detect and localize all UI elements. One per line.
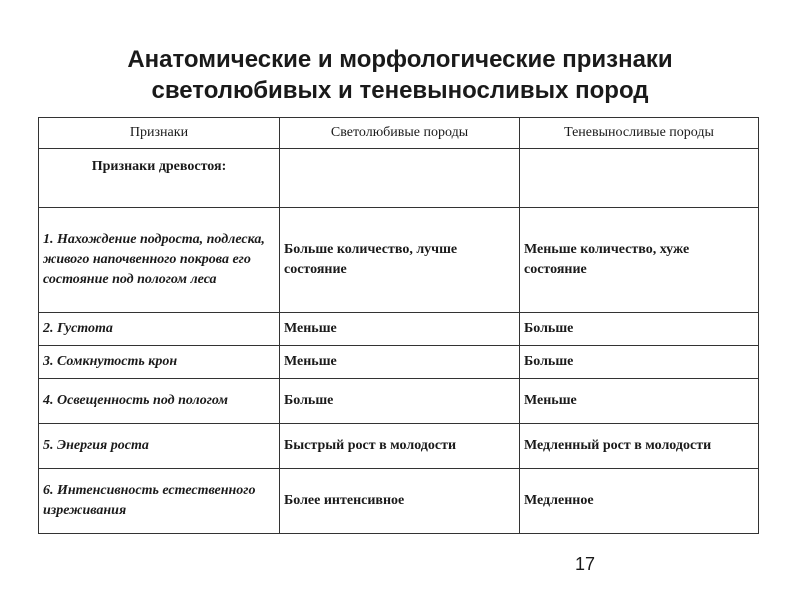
table-row — [39, 313, 759, 346]
empty-cell — [280, 149, 520, 208]
feature-cell: 1. Нахождение подроста, подлеска, живого напочвенного покрова его состояние под пологом леса — [39, 208, 280, 313]
feature-cell: 2. Густота — [39, 313, 280, 346]
section-label: Признаки древостоя: — [39, 149, 280, 208]
slide-title-line-1: Анатомические и морфологические признаки — [127, 46, 673, 73]
table-row — [39, 346, 759, 379]
slide-title — [0, 44, 800, 106]
feature-cell: 5. Энергия роста — [39, 424, 280, 469]
light-loving-cell: Больше — [280, 379, 520, 424]
table-section-row — [39, 149, 759, 208]
header-shade-tolerant: Теневыносливые породы — [520, 118, 759, 149]
empty-cell — [520, 149, 759, 208]
table-header-row — [39, 118, 759, 149]
table-row — [39, 469, 759, 534]
header-features: Признаки — [39, 118, 280, 149]
light-loving-cell: Меньше — [280, 346, 520, 379]
shade-tolerant-cell: Медленный рост в молодости — [520, 424, 759, 469]
table-row — [39, 379, 759, 424]
header-light-loving: Светолюбивые породы — [280, 118, 520, 149]
table-row — [39, 424, 759, 469]
feature-cell: 6. Интенсивность естественного изреживания — [39, 469, 280, 534]
shade-tolerant-cell: Меньше количество, хуже состояние — [520, 208, 759, 313]
light-loving-cell: Более интенсивное — [280, 469, 520, 534]
slide-title-line-2: светолюбивых и теневыносливых пород — [151, 77, 649, 104]
feature-cell: 4. Освещенность под пологом — [39, 379, 280, 424]
light-loving-cell: Быстрый рост в молодости — [280, 424, 520, 469]
shade-tolerant-cell: Больше — [520, 346, 759, 379]
table-row — [39, 208, 759, 313]
comparison-table — [38, 117, 759, 534]
shade-tolerant-cell: Меньше — [520, 379, 759, 424]
shade-tolerant-cell: Медленное — [520, 469, 759, 534]
shade-tolerant-cell: Больше — [520, 313, 759, 346]
light-loving-cell: Больше количество, лучше состояние — [280, 208, 520, 313]
page-number: 17 — [575, 554, 596, 574]
light-loving-cell: Меньше — [280, 313, 520, 346]
feature-cell: 3. Сомкнутость крон — [39, 346, 280, 379]
